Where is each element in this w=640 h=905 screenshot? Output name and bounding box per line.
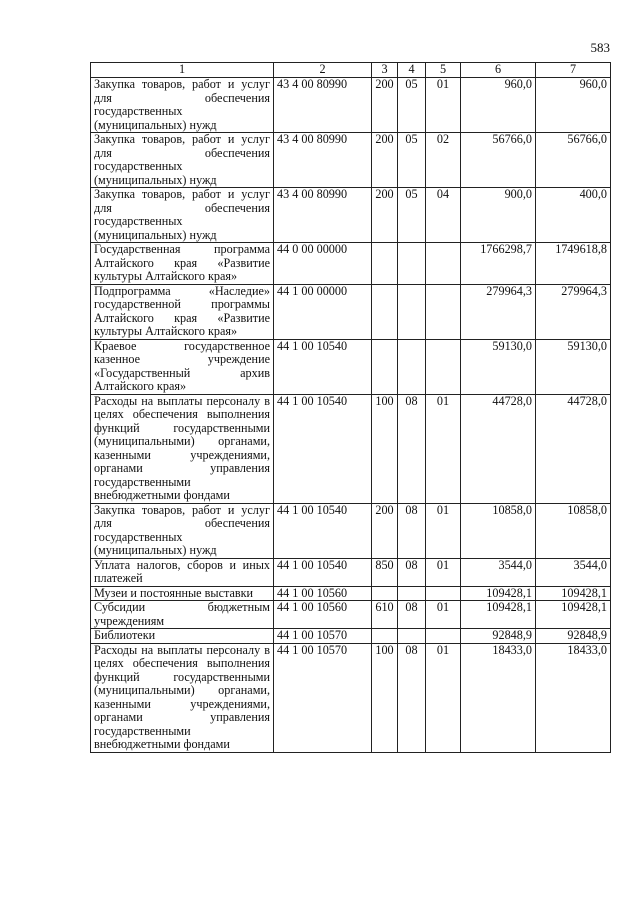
row-code: 44 1 00 10560 (274, 601, 372, 629)
row-amount-2: 400,0 (536, 188, 611, 243)
row-section: 08 (398, 503, 426, 558)
row-code: 44 0 00 00000 (274, 243, 372, 285)
row-expense-type: 100 (372, 394, 398, 503)
row-code: 44 1 00 10560 (274, 586, 372, 601)
row-name: Закупка товаров, работ и услуг для обеспечения государственных (муниципальных) нужд (91, 133, 274, 188)
row-code: 43 4 00 80990 (274, 188, 372, 243)
row-subsection: 04 (426, 188, 461, 243)
row-code: 44 1 00 10540 (274, 339, 372, 394)
row-name: Закупка товаров, работ и услуг для обеспечения государственных (муниципальных) нужд (91, 78, 274, 133)
row-expense-type: 200 (372, 133, 398, 188)
row-section: 08 (398, 558, 426, 586)
row-section (398, 629, 426, 644)
row-code: 44 1 00 00000 (274, 284, 372, 339)
row-subsection: 01 (426, 601, 461, 629)
row-amount-2: 109428,1 (536, 586, 611, 601)
table-row (91, 284, 611, 339)
page-number: 583 (590, 40, 610, 55)
row-amount-2: 10858,0 (536, 503, 611, 558)
row-section (398, 339, 426, 394)
row-section: 08 (398, 643, 426, 752)
col-header-1: 1 (91, 63, 274, 78)
row-code: 44 1 00 10570 (274, 629, 372, 644)
row-code: 44 1 00 10540 (274, 558, 372, 586)
table-row (91, 339, 611, 394)
row-expense-type (372, 629, 398, 644)
row-subsection: 02 (426, 133, 461, 188)
row-code: 44 1 00 10540 (274, 394, 372, 503)
row-section: 05 (398, 133, 426, 188)
row-section (398, 243, 426, 285)
row-subsection: 01 (426, 394, 461, 503)
row-name: Музеи и постоянные выставки (91, 586, 274, 601)
row-amount-2: 56766,0 (536, 133, 611, 188)
row-section: 08 (398, 394, 426, 503)
row-expense-type (372, 586, 398, 601)
row-amount-2: 109428,1 (536, 601, 611, 629)
row-name: Государственная программа Алтайского края «Развитие культуры Алтайского края» (91, 243, 274, 285)
row-expense-type (372, 243, 398, 285)
row-amount-1: 1766298,7 (461, 243, 536, 285)
table-row (91, 586, 611, 601)
row-section: 08 (398, 601, 426, 629)
row-amount-2: 59130,0 (536, 339, 611, 394)
row-amount-2: 1749618,8 (536, 243, 611, 285)
row-name: Расходы на выплаты персоналу в целях обеспечения выполнения функций государственными (муниципальными) органами, казенными учреждениями, органами управления государственными внебюджетными фондами (91, 394, 274, 503)
row-name: Субсидии бюджетным учреждениям (91, 601, 274, 629)
row-amount-1: 279964,3 (461, 284, 536, 339)
table-row (91, 601, 611, 629)
row-subsection (426, 629, 461, 644)
row-subsection (426, 586, 461, 601)
table-row (91, 503, 611, 558)
row-expense-type: 200 (372, 188, 398, 243)
header-row (91, 63, 611, 78)
table-row (91, 629, 611, 644)
row-section: 05 (398, 188, 426, 243)
row-expense-type (372, 284, 398, 339)
row-name: Расходы на выплаты персоналу в целях обеспечения выполнения функций государственными (муниципальными) органами, казенными учреждениями, органами управления государственными внебюджетными фондами (91, 643, 274, 752)
table-row (91, 643, 611, 752)
row-name: Закупка товаров, работ и услуг для обеспечения государственных (муниципальных) нужд (91, 188, 274, 243)
row-subsection (426, 243, 461, 285)
row-code: 44 1 00 10570 (274, 643, 372, 752)
budget-table (90, 62, 611, 753)
table-row (91, 394, 611, 503)
table-row (91, 78, 611, 133)
row-expense-type (372, 339, 398, 394)
row-amount-2: 18433,0 (536, 643, 611, 752)
row-amount-1: 109428,1 (461, 586, 536, 601)
row-amount-1: 10858,0 (461, 503, 536, 558)
col-header-5: 5 (426, 63, 461, 78)
col-header-7: 7 (536, 63, 611, 78)
row-amount-1: 44728,0 (461, 394, 536, 503)
col-header-3: 3 (372, 63, 398, 78)
row-expense-type: 100 (372, 643, 398, 752)
row-name: Краевое государственное казенное учреждение «Государственный архив Алтайского края» (91, 339, 274, 394)
row-name: Подпрограмма «Наследие» государственной программы Алтайского края «Развитие культуры Алтайского края» (91, 284, 274, 339)
row-amount-1: 3544,0 (461, 558, 536, 586)
col-header-4: 4 (398, 63, 426, 78)
row-expense-type: 200 (372, 78, 398, 133)
row-amount-2: 960,0 (536, 78, 611, 133)
row-amount-1: 92848,9 (461, 629, 536, 644)
row-code: 43 4 00 80990 (274, 78, 372, 133)
table-row (91, 558, 611, 586)
row-amount-2: 3544,0 (536, 558, 611, 586)
row-subsection: 01 (426, 558, 461, 586)
row-amount-1: 56766,0 (461, 133, 536, 188)
row-name: Уплата налогов, сборов и иных платежей (91, 558, 274, 586)
row-amount-1: 960,0 (461, 78, 536, 133)
row-amount-1: 900,0 (461, 188, 536, 243)
row-amount-2: 44728,0 (536, 394, 611, 503)
row-subsection: 01 (426, 78, 461, 133)
row-name: Закупка товаров, работ и услуг для обеспечения государственных (муниципальных) нужд (91, 503, 274, 558)
row-code: 44 1 00 10540 (274, 503, 372, 558)
row-subsection: 01 (426, 643, 461, 752)
col-header-6: 6 (461, 63, 536, 78)
row-amount-1: 59130,0 (461, 339, 536, 394)
row-subsection (426, 284, 461, 339)
row-amount-1: 18433,0 (461, 643, 536, 752)
row-code: 43 4 00 80990 (274, 133, 372, 188)
table-row (91, 243, 611, 285)
row-expense-type: 610 (372, 601, 398, 629)
row-expense-type: 850 (372, 558, 398, 586)
row-section: 05 (398, 78, 426, 133)
table-row (91, 188, 611, 243)
row-amount-2: 279964,3 (536, 284, 611, 339)
row-section (398, 284, 426, 339)
row-amount-1: 109428,1 (461, 601, 536, 629)
row-subsection (426, 339, 461, 394)
row-subsection: 01 (426, 503, 461, 558)
row-expense-type: 200 (372, 503, 398, 558)
row-amount-2: 92848,9 (536, 629, 611, 644)
row-name: Библиотеки (91, 629, 274, 644)
col-header-2: 2 (274, 63, 372, 78)
table-row (91, 133, 611, 188)
row-section (398, 586, 426, 601)
